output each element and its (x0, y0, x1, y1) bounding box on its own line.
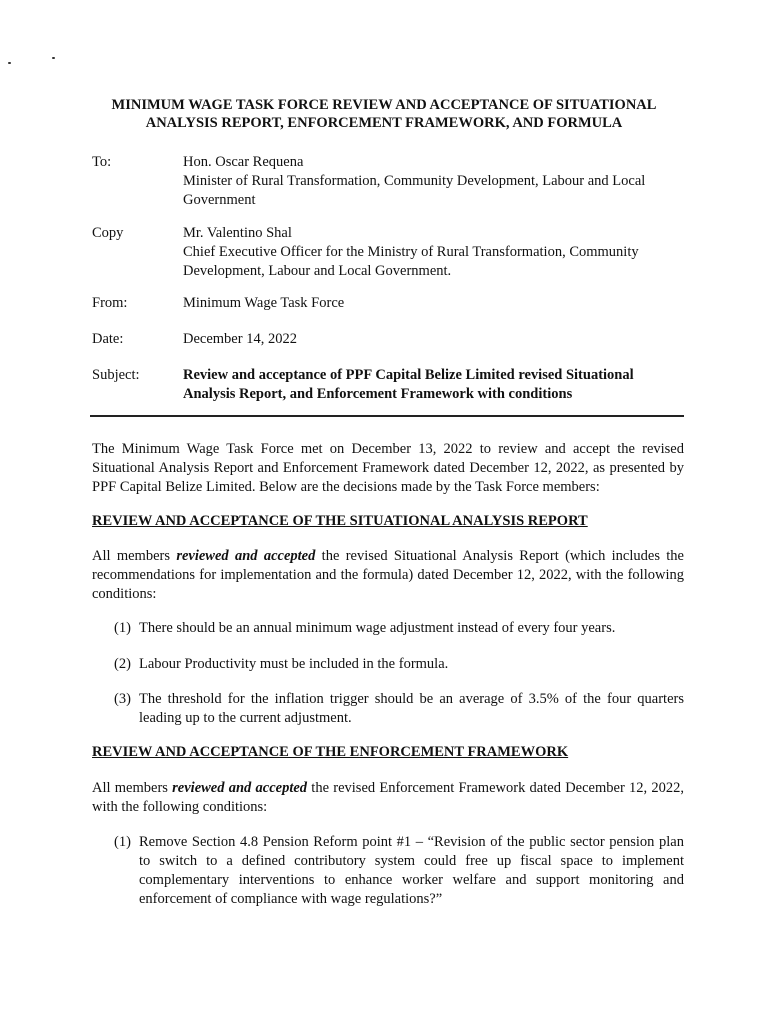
copy-name: Mr. Valentino Shal (183, 225, 292, 241)
from-value: Minimum Wage Task Force (183, 295, 345, 311)
section1-paragraph (92, 547, 684, 604)
section1-para-emphasis: reviewed and accepted (176, 548, 316, 564)
scan-speck (8, 62, 11, 64)
subject-value: Review and acceptance of PPF Capital Belize Limited revised Situational Analysis Report, and Enforcement Framework with conditions (183, 367, 634, 402)
section2-paragraph (92, 779, 684, 817)
section2-para-prefix: All members (92, 780, 173, 796)
section1-para-prefix: All members (92, 548, 177, 564)
section1-item-number: (3) (114, 691, 131, 707)
document-title (80, 96, 688, 132)
section1-item-number: (2) (114, 656, 131, 672)
scan-speck (52, 57, 55, 59)
date-label: Date: (92, 331, 124, 347)
section1-para-suffix: the revised Situational Analysis Report (which includes the recommendations for implementation and the formula) dated December 12, 2022, with the following conditions: (92, 548, 684, 602)
section-heading-situational-analysis: REVIEW AND ACCEPTANCE OF THE SITUATIONAL ANALYSIS REPORT (92, 513, 588, 529)
section-heading-enforcement-framework: REVIEW AND ACCEPTANCE OF THE ENFORCEMENT FRAMEWORK (92, 744, 569, 760)
title-line-1: MINIMUM WAGE TASK FORCE REVIEW AND ACCEPTANCE OF SITUATIONAL (111, 97, 657, 113)
section2-para-suffix: the revised Enforcement Framework dated December 12, 2022, with the following conditions: (92, 780, 684, 815)
title-line-2: ANALYSIS REPORT, ENFORCEMENT FRAMEWORK, AND FORMULA (145, 115, 623, 131)
date-value: December 14, 2022 (183, 331, 297, 347)
section2-item-number: (1) (114, 834, 131, 850)
section1-item-text: There should be an annual minimum wage adjustment instead of every four years. (139, 620, 616, 636)
from-label: From: (92, 295, 128, 311)
subject-label: Subject: (92, 367, 140, 383)
intro-paragraph: The Minimum Wage Task Force met on December 13, 2022 to review and accept the revised Situational Analysis Report and Enforcement Framework dated December 12, 2022, as presented by PPF Capital Belize Limited. Below are the decisions made by the Task Force members: (92, 441, 684, 495)
to-title: Minister of Rural Transformation, Community Development, Labour and Local Government (183, 173, 646, 208)
section2-item-text: Remove Section 4.8 Pension Reform point #1 – “Revision of the public sector pension plan to switch to a defined contributory system could free up fiscal space to implement complementary interventions to enhance worker welfare and support monitoring and enforcement of compliance with wage regulations?” (139, 834, 684, 907)
to-name: Hon. Oscar Requena (183, 154, 304, 170)
copy-label: Copy (92, 225, 124, 241)
section1-item-number: (1) (114, 620, 131, 636)
header-divider (90, 415, 684, 417)
section1-item-text: The threshold for the inflation trigger should be an average of 3.5% of the four quarters leading up to the current adjustment. (139, 691, 684, 726)
section2-para-emphasis: reviewed and accepted (172, 780, 308, 796)
copy-title: Chief Executive Officer for the Ministry of Rural Transformation, Community Development, Labour and Local Government. (183, 244, 639, 279)
section1-item-text: Labour Productivity must be included in the formula. (139, 656, 449, 672)
to-label: To: (92, 154, 112, 170)
